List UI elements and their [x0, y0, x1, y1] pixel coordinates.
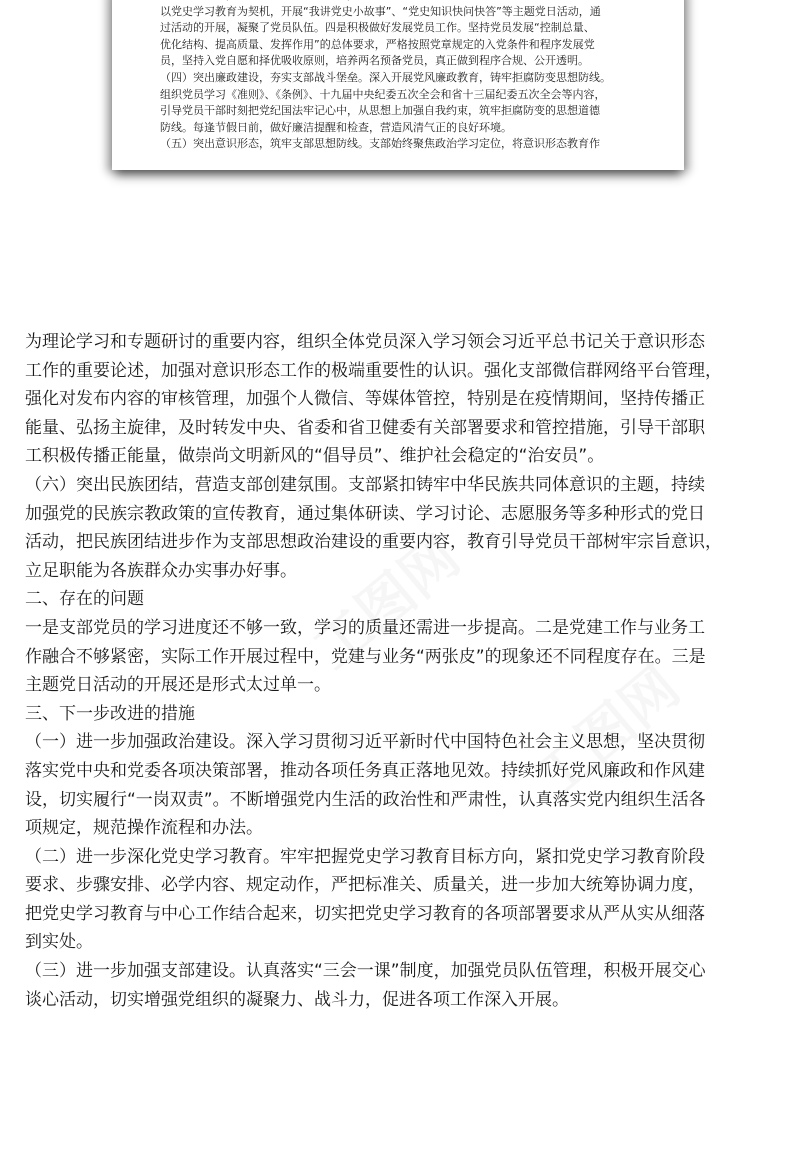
- body-line: 强化对发布内容的审核管理，加强个人微信、等媒体管控，特别是在疫情期间，坚持传播正: [25, 389, 705, 410]
- document-preview-page: [112, 0, 684, 170]
- section-heading: 二、存在的问题: [25, 589, 144, 610]
- body-line: 项规定，规范操作流程和办法。: [25, 818, 263, 839]
- body-line: 工作的重要论述，加强对意识形态工作的极端重要性的认识。强化支部微信群网络平台管理，: [25, 360, 722, 381]
- preview-line: 引导党员干部时刻把党纪国法牢记心中，从思想上加强自我约束，筑牢拒腐防变的思想道德: [160, 104, 600, 118]
- preview-line: 防线。每逢节假日前，做好廉洁提醒和检查，营造风清气正的良好环境。: [160, 120, 512, 134]
- preview-line: 员，坚持入党自愿和择优吸收原则，培养两名预备党员，真正做到程序合规、公开透明。: [160, 54, 589, 68]
- body-line: 作融合不够紧密，实际工作开展过程中，党建与业务“两张皮”的现象还不同程度存在。三是: [25, 646, 706, 667]
- body-line: （三）进一步加强支部建设。认真落实“三会一课”制度，加强党员队伍管理，积极开展交心: [25, 961, 706, 982]
- body-line: （一）进一步加强政治建设。深入学习贯彻习近平新时代中国特色社会主义思想，坚决贯彻: [25, 732, 705, 753]
- preview-line: 优化结构、提高质量、发挥作用”的总体要求，严格按照党章规定的入党条件和程序发展党: [160, 37, 595, 51]
- section-heading: 三、下一步改进的措施: [25, 703, 195, 724]
- body-line: 立足职能为各族群众办实事办好事。: [25, 560, 297, 581]
- document-body: [25, 328, 785, 1014]
- preview-line: （五）突出意识形态，筑牢支部思想防线。支部始终聚焦政治学习定位，将意识形态教育作: [160, 137, 600, 151]
- body-line: 落实党中央和党委各项决策部署，推动各项任务真正落地见效。持续抓好党风廉政和作风建: [25, 760, 705, 781]
- preview-line: （四）突出廉政建设，夯实支部战斗堡垒。深入开展党风廉政教育，铸牢拒腐防变思想防线。: [160, 70, 611, 84]
- preview-line: 组织党员学习《准则》、《条例》、十九届中央纪委五次全会和省十三届纪委五次全会等内容，: [160, 87, 606, 101]
- preview-line: 过活动的开展，凝聚了党员队伍。四是积极做好发展党员工作。坚持党员发展“控制总量、: [160, 21, 595, 35]
- body-line: 到实处。: [25, 932, 93, 953]
- body-line: 为理论学习和专题研讨的重要内容，组织全体党员深入学习领会习近平总书记关于意识形态: [25, 332, 705, 352]
- preview-text-block: [160, 0, 644, 153]
- body-line: 谈心活动，切实增强党组织的凝聚力、战斗力，促进各项工作深入开展。: [25, 989, 569, 1010]
- body-line: （二）进一步深化党史学习教育。牢牢把握党史学习教育目标方向，紧扣党史学习教育阶段: [25, 846, 705, 867]
- body-line: 要求、步骤安排、必学内容、规定动作，严把标准关、质量关，进一步加大统筹协调力度，: [25, 875, 705, 896]
- body-line: 工积极传播正能量，做崇尚文明新风的“倡导员”、维护社会稳定的“治安员”。: [25, 446, 605, 467]
- body-line: 活动，把民族团结进步作为支部思想政治建设的重要内容，教育引导党员干部树牢宗旨意识，: [25, 532, 722, 553]
- preview-line: 以党史学习教育为契机，开展“我讲党史小故事”、“党史知识快问快答”等主题党日活动，通: [160, 4, 601, 18]
- body-line: 主题党日活动的开展还是形式太过单一。: [25, 675, 331, 696]
- body-line: 加强党的民族宗教政策的宣传教育，通过集体研读、学习讨论、志愿服务等多种形式的党日: [25, 503, 705, 524]
- body-line: 设，切实履行“一岗双责”。不断增强党内生活的政治性和严肃性，认真落实党内组织生活各: [25, 789, 706, 810]
- body-line: 一是支部党员的学习进度还不够一致，学习的质量还需进一步提高。二是党建工作与业务工: [25, 617, 705, 638]
- body-line: 能量、弘扬主旋律，及时转发中央、省委和省卫健委有关部署要求和管控措施，引导干部职: [25, 417, 705, 438]
- body-line: 把党史学习教育与中心工作结合起来，切实把党史学习教育的各项部署要求从严从实从细落: [25, 903, 705, 924]
- body-line: （六）突出民族团结，营造支部创建氛围。支部紧扣铸牢中华民族共同体意识的主题，持续: [25, 474, 705, 495]
